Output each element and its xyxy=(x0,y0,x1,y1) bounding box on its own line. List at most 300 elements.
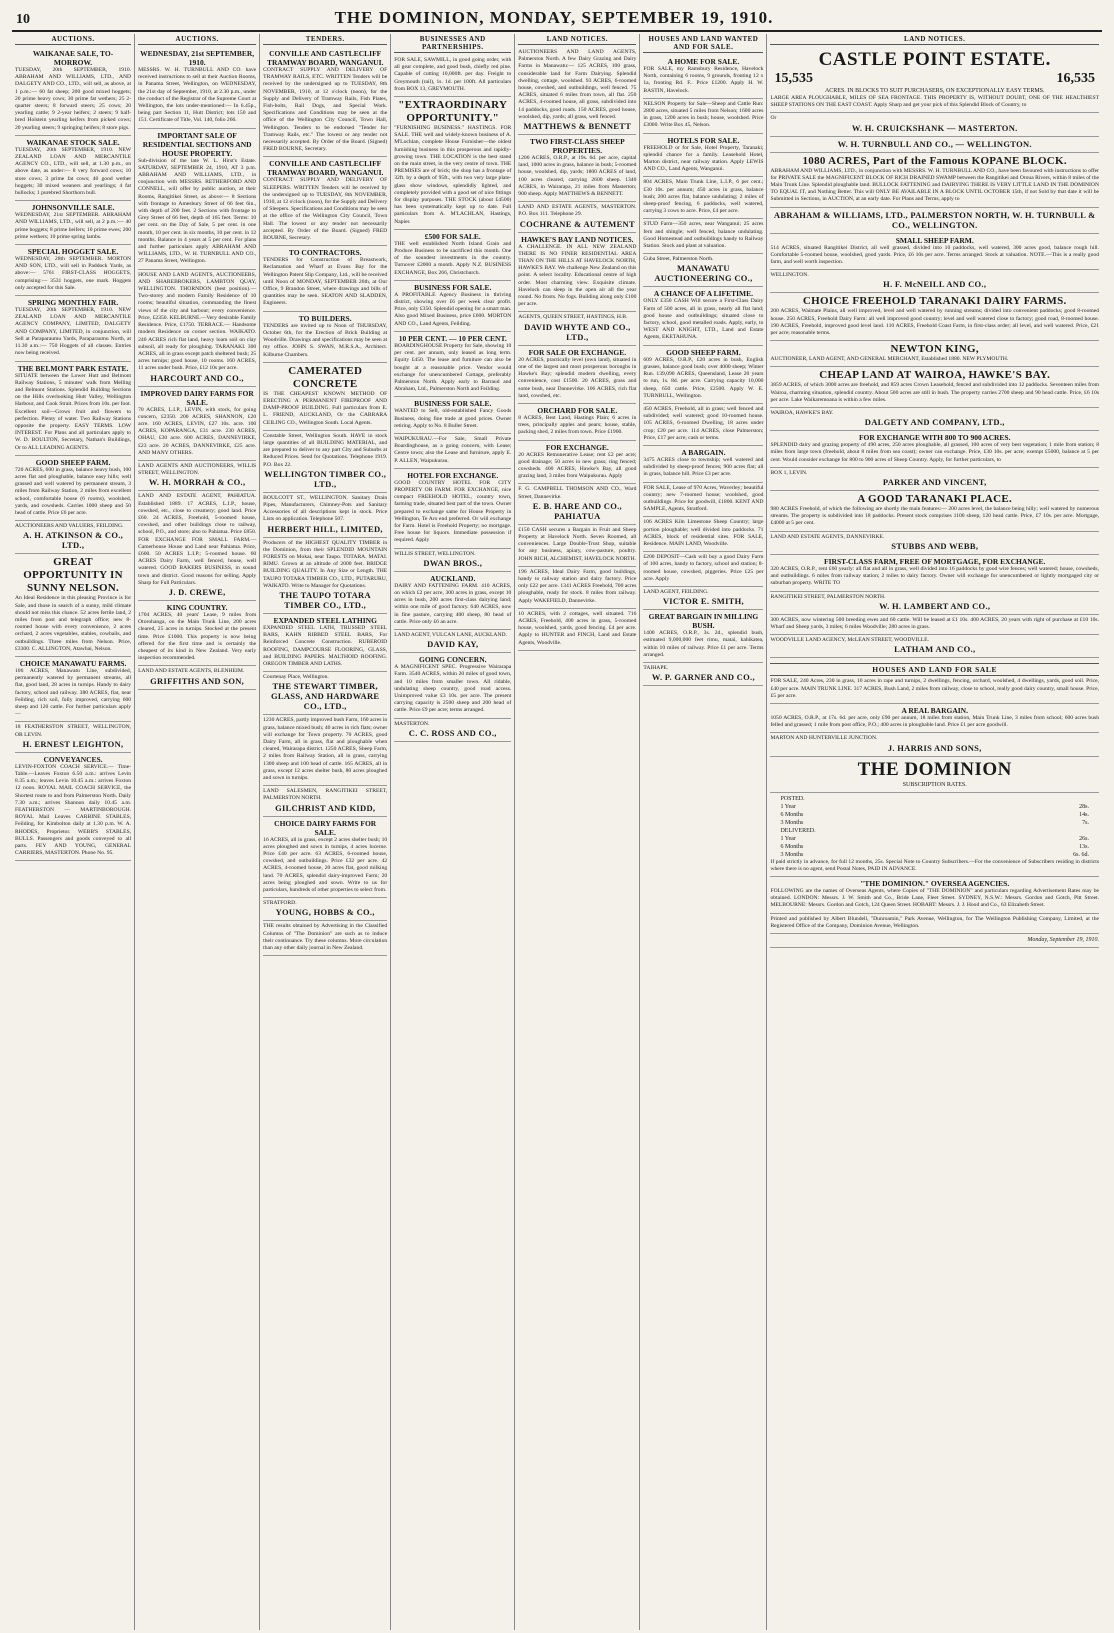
advertisement xyxy=(770,137,1099,153)
advertisement xyxy=(770,914,1099,934)
advertisement xyxy=(643,346,763,404)
advertiser-name: ABRAHAM & WILLIAMS, LTD., PALMERSTON NORTH, W. H. TURNBULL & CO., WELLINGTON. xyxy=(773,209,1096,230)
rate-row xyxy=(770,835,1099,843)
ad-title: HAWKE'S BAY LAND NOTICES. xyxy=(521,234,634,244)
advertisement xyxy=(15,722,131,752)
ad-body-text: 450 ACRES, Freehold, all in grass; well fenced and subdivided; well watered; good 10-roomed house. 105 ACRES, 6-roomed Dwelling, 18 acres under crop; £20 per acre. 114 ACRES, close Palmerston; Price, £17 per acre; cash or terms. xyxy=(643,405,764,441)
ad-body-text: 8 ACRES, Best Land, Hastings Plain; 6 acres in trees, principally apples and pears; house, stable, packing shed, 2 miles from town. Price £1900. xyxy=(518,414,637,436)
ad-body-text: LARGE AREA PLOUGHABLE, MILES OF SEA FRONTAGE. THIS PROPERTY IS, WITHOUT DOUBT, ONE OF THE HEALTHIEST SHEEP STATIONS ON THE EAST COAST. Apply Sharp and get your pick of this Splendid Block of Country, to xyxy=(770,95,1099,109)
acreage-left: 15,535 xyxy=(774,71,813,86)
ad-body-text: 20 ACRES, practically level (own land), situated in one of the largest and most prosperous boroughs in Hawke's Bay; splendid modern dwelling, every convenience, cost £1500. 20 ACRES, grass and some bush, near Dannevirke. 106 ACRES, rich flat land, cowshed, etc. xyxy=(518,356,637,399)
rate-value: 26s. xyxy=(1079,835,1089,842)
advertisement xyxy=(138,47,256,129)
advertisement xyxy=(770,341,1099,367)
advertisement xyxy=(15,201,131,245)
ad-body-text: £200 DEPOSIT—Cash will buy a good Dairy Farm of 100 acres, handy to factory, school and station; 8-roomed house, cowshed, piggeries. Price £25 per acre. Apply xyxy=(643,554,764,582)
ad-body-text: THE results obtained by Advertising in the Classified Columns of "The Dominion" are such as to induce their continuance. Try these columns. More circulation than any other daily journal in New Zealand. xyxy=(263,923,388,952)
advertiser-name: H. F. McNEILL AND CO., xyxy=(883,279,987,290)
ad-body-text: ABRAHAM AND WILLIAMS, LTD., in conjunction with MESSRS. W. H. TURNBULL AND CO., have been favoured with instructions to offer for PRIVATE SALE the MAGNIFICENT BLOCK OF RICH DRAINED SWAMP between the Rangitikei and Oroua Rivers, within 8 miles of the Main Trunk Line. Splendid ploughable land. BULLOCK FATTENING and DAIRYING THERE IS VERY LITTLE LAND IN THE DOMINION TO EQUAL IT, and Nothing Better. This will ONLY BE AVAILABLE IN A BLOCK UNTIL OCTOBER 15th, if not Sold by that date it will be Submitted in Sections, in AUCTION, at an early date. For Plans and Terms, apply to xyxy=(770,167,1099,203)
advertisement xyxy=(138,491,256,601)
ad-body-text: AGENTS, QUEEN STREET, HASTINGS, H.B. xyxy=(518,314,628,321)
ad-headline: CHEAP LAND AT WAIROA, HAWKE'S BAY. xyxy=(819,369,1051,382)
ad-body-text: WILLIS STREET, WELLINGTON. xyxy=(394,550,476,557)
ad-title: GOING CONCERN. xyxy=(418,655,487,665)
ad-title: BUSINESS FOR SALE. xyxy=(414,282,492,292)
ad-title: WEDNESDAY, 21st SEPTEMBER, 1910. xyxy=(140,49,255,67)
advertiser-name: STUBBS AND WEBB, xyxy=(891,540,979,551)
ad-body-text: SPLENDID dairy and grazing property of 490 acres, 250 acres ploughable, all grassed, 100 acres of very best vegetation; 1 mile from station; 8 miles from large town (freehold, about 8 miles from sea coast); owner can exchange. Price, £30 10s. per acre; exempt £5000, balance at 5 per cent. Would consider exchange for 800 to 900 acres of Sheep Country. Apply, for further particulars, to xyxy=(770,442,1099,463)
column-heading: HOUSES AND LAND WANTED AND FOR SALE. xyxy=(643,34,763,53)
ad-body-text: Producers of the HIGHEST QUALITY TIMBER in the Dominion, from their SPLENDID MOUNTAIN FORESTS on Mokai, near Taupo. TOTARA. MATAI. RIMU. Grown at an altitude of 2000 feet. BRIDGE BUILDING QUALITY. In Any Size or Length. THE TAUPO TOTARA TIMBER CO., LTD., PUTARURU, WAIKATO. Write to Manager for Quotations. xyxy=(263,539,388,589)
ad-body-text: Or xyxy=(770,115,777,122)
ad-body-text: "FURNISHING BUSINESS." HASTINGS. FOR SALE. THE well and widely-known business of A. M'Lochlan, complete House Furnisher—the oldest furnishing business in this prosperous and rapidly-growing town. THE LOCATION is the best stand on the main street, in the very centre of town. THE PREMISES are of brick; the shop has a frontage of 32ft. by a depth of 95ft., with two very large plate-glass show windows, splendidly lighted, and completely provided with a good set of nice fittings for display purposes. THE STOCK (about £4500) has been systematically kept up to date. Full particulars from A. M'LACHLAN, Hastings, Napier. xyxy=(394,125,512,225)
ad-title: GREAT BARGAIN IN MILLING BUSH. xyxy=(648,612,759,631)
rate-row xyxy=(770,851,1099,859)
advertisement xyxy=(770,934,1099,948)
column-heading: AUCTIONS. xyxy=(15,34,131,45)
advertiser-name: MATTHEWS & BENNETT xyxy=(523,121,632,132)
advertiser-name: W. H. TURNBULL AND CO., — WELLINGTON. xyxy=(837,138,1032,149)
advertisement xyxy=(394,97,511,230)
ad-title: "THE DOMINION." OVERSEA AGENCIES. xyxy=(860,878,1010,888)
column-7 xyxy=(767,34,1102,1630)
ad-body-text: 196 ACRES, Ideal Dairy Farm, good buildings, handy to railway station and dairy factory. Price only £22 per acre. 1341 ACRES Freehold, 700 acres ploughable, ready for stock. 8 miles from railway. Apply WAKEFIELD, Dannevirke. xyxy=(518,568,637,604)
advertisement xyxy=(15,521,131,554)
ad-title: BUSINESS FOR SALE. xyxy=(414,399,492,409)
advertisement xyxy=(138,461,256,491)
ad-title: CHOICE DAIRY FARMS FOR SALE. xyxy=(274,818,377,837)
advertisement xyxy=(263,493,387,538)
ad-body-text: LAND AGENTS AND AUCTIONEERS, WILLIS STREET, WELLINGTON. xyxy=(138,462,257,477)
advertisement xyxy=(263,431,387,493)
ad-body-text: AUCTIONEERS AND LAND AGENTS, Palmerston North. A few Dairy Grazing and Dairy Farms in Manawatu:— 125 ACRES, 100 grass, considerable land for Farm Dairying. Splendid dwelling, cottage, woolshed. 93 ACRES, 6-roomed house, cowshed, and outbuildings, well fenced. 75 ACRES, situated 6 miles from town, all flat. 250 ACRES, 4-roomed house, all grass, subdivided into 14 paddocks, good roads. 150 ACRES, good house, woolshed, dip, yards; all grass, well fenced. xyxy=(518,49,637,120)
advertisement xyxy=(770,532,1099,555)
ad-body-text: LAND AGENT, FEILDING. xyxy=(643,588,709,595)
column-6 xyxy=(640,34,767,1630)
advertisement xyxy=(394,572,511,630)
ad-body-text: F. G. CAMPBELL THOMSON AND CO., Ward Street, Dannevirke. xyxy=(518,486,637,500)
advertisement xyxy=(15,657,131,722)
rate-label: 3 Months xyxy=(780,819,804,826)
ad-body-text: 3859 ACRES, of which 3000 acres are freehold, and 859 acres Crown Leasehold, fenced and subdivided into 12 paddocks. Seventeen miles from Wairoa, charming situation, splendid country. About 500 acres are still in bush. The property carries 2700 sheep and 90 head cattle. Price, £6 10s per acre. Lake Waikaremoana is within a few miles. xyxy=(770,382,1099,403)
acreage-row xyxy=(770,71,1099,87)
ad-body-text: LAND AND ESTATE AGENTS, DANNEVIRKE. xyxy=(770,533,885,540)
ad-body-text: BOX 1, LEVIN. xyxy=(770,469,808,476)
ad-body-text: £150 CASH secures a Bargain in Fruit and Sheep Property at Havelock North. Seven Roomed, all conveniences. Large Double-Trust Shop, suitable for any business, apiary, cow-pasture, poultry. JOHN RICH, ALCHEMIST, HAVELOCK NORTH. xyxy=(518,526,637,562)
advertisement xyxy=(770,431,1099,468)
advertisement xyxy=(263,715,387,786)
ad-body-text: AUCTIONEERS AND VALUERS, FEILDING. xyxy=(15,523,124,530)
ad-body-text: MESSRS. W. H. TURNBULL AND CO. have received instructions to sell at their Auction Rooms, in Panama Street, Wellington, on WEDNESDAY, the 21st day of September, 1910, at 2.30 p.m., under the conduct of the Registrar of the Supreme Court at Wellington, the lots under-mentioned:— In 6.45p., being part Section 11, Hutt District; lots 150 and 151. Certificate of Title, Vol. 140, folio 266. xyxy=(138,67,257,124)
ad-title: A REAL BARGAIN. xyxy=(901,705,968,715)
advertiser-name: W. P. GARNER AND CO., xyxy=(651,672,755,683)
advertisement xyxy=(770,113,1099,136)
advertisement xyxy=(643,517,763,552)
advertiser-name: VICTOR E. SMITH, xyxy=(662,596,744,607)
advertisement xyxy=(643,99,763,134)
ad-headline-large: THE DOMINION xyxy=(857,758,1012,780)
ad-title: FOR EXCHANGE WITH 800 TO 900 ACRES. xyxy=(858,433,1011,443)
advertisement xyxy=(518,47,636,135)
ad-subheading: ACRES. IN BLOCKS TO SUIT PURCHASERS, ON EXCEPTIONALLY EASY TERMS. xyxy=(824,88,1045,94)
advertisement xyxy=(643,55,763,99)
advertisement xyxy=(394,230,511,281)
advertisement xyxy=(643,254,763,287)
advertisement xyxy=(394,281,511,332)
rate-label: 3 Months xyxy=(780,851,804,858)
column-1 xyxy=(12,34,135,1630)
advertisement xyxy=(394,397,511,434)
ad-title: SPRING MONTHLY FAIR. xyxy=(27,298,119,308)
advertisement xyxy=(394,469,511,549)
ad-body-text: EXPANDED STEEL LATH, TRUSSED STEEL BARS, KAHN RIBBED STEEL BARS, For Reinforced Concrete Construction. RUBEROID ROOFING, DAMPCOURSE FLOORING, GLASS, and BUILDING PAPERS. MALTHOID ROOFING. OREGON TIMBER AND LATHS. xyxy=(263,624,388,667)
acreage-right: 16,535 xyxy=(1056,71,1095,86)
rate-label: 1 Year xyxy=(780,803,796,810)
ad-title: GOOD SHEEP FARM. xyxy=(666,347,741,357)
ad-body-text: TAIHAPE. xyxy=(643,664,669,671)
advertisement xyxy=(394,630,511,653)
ad-body-text: IS THE CHEAPEST KNOWN METHOD OF ERECTING A PERMANENT FIREPROOF AND DAMP-PROOF BUILDING. Full particulars from E. L. FRIEND, AUCKLAND, Or the CARRARA CEILING CO., Wellington South. Local Agents. xyxy=(263,390,388,426)
ad-headline: GREAT OPPORTUNITY IN SUNNY NELSON. xyxy=(23,556,123,595)
advertisement xyxy=(138,601,256,666)
column-heading: LAND NOTICES. xyxy=(518,34,636,45)
ad-body-text: LAND AGENT, VULCAN LANE, AUCKLAND. xyxy=(394,631,507,638)
rate-row xyxy=(770,803,1099,811)
rate-row xyxy=(770,843,1099,851)
advertiser-name: DWAN BROS., xyxy=(423,557,483,568)
ad-body-text: 18 FEATHERSTON STREET, WELLINGTON, OR LEVIN. xyxy=(15,724,132,738)
ad-body-text: FOR SALE, 240 Acres, 230 in grass, 10 acres in rape and turnips, 2 dwellings, fencing, orchard, woolshed, 4 dwellings, yards, good soil. Price, £40 per acre. MAIN TRUNK LINE. 317 ACRES, Bush Land, 2 miles from railway, close to school, really good dairy country, small house. Price, £5 per acre. xyxy=(770,678,1099,699)
rate-label: 6 Months xyxy=(780,843,804,850)
advertiser-name: DALGETY AND COMPANY, LTD., xyxy=(864,417,1005,428)
advertisement xyxy=(138,270,256,387)
advertiser-name: J. HARRIS AND SONS, xyxy=(887,742,982,753)
ad-body-text: 720 ACRES, 600 in grass, balance heavy bush, 100 acres flat and ploughable, balance easy hills; well grassed and well watered by permanent stream, 3 miles from Railway Station, 2 miles from excellent school, comfortable house (6 rooms), woolshed, yards, and cowsheds. Carries 1000 sheep and 50 head of cattle. Price £6 per acre. xyxy=(15,466,132,516)
advertisement xyxy=(770,153,1099,208)
advertisement xyxy=(770,270,1099,293)
ad-headline: 1080 ACRES, Part of the Famous KOPANE BLOCK. xyxy=(802,154,1067,167)
advertisement xyxy=(518,567,636,609)
ad-body-text: WELLINGTON. xyxy=(770,272,809,279)
newspaper-title: THE DOMINION, MONDAY, SEPTEMBER 19, 1910. xyxy=(334,8,774,27)
ad-body-text: 804 ACRES, Main Trunk Line, L.I.P., 6 per cent.; £30 10s. per annum; 450 acres in grass, balance bush; 200 acres flat, balance undulating; 2 miles of sheep-proof fencing, 6 paddocks, well watered, carrying 3 cows to acre. Price, £4 per acre. xyxy=(643,179,764,215)
ad-body-text: 70 ACRES, L.I.P., LEVIN, with stock, for going concern, £2350. 200 ACRES, SHANNON, £20 acre. 160 ACRES, LEVIN, £27 10s. acre. 100 ACRES, KOPARANGA, £31 acre. 230 ACRES, OHAU, £30 acre. 600 ACRES, DANNEVIRKE, £23 acre. 20 ACRES, DANNEVIRKE, £25 acre. AND MANY OTHERS. xyxy=(138,406,257,456)
ad-title: CONVILLE AND CASTLECLIFF TRAMWAY BOARD, WANGANUI. xyxy=(266,159,384,178)
ad-body-text: Sub-division of the late W. L. Hirst's Estate. SATURDAY, SEPTEMBER 24, 1910, AT 3 p.m. ABRAHAM AND WILLIAMS, LTD., in conjunction with MESSRS. RETHERFORD AND CONNELL, will offer by public auction, at their Rooms, Rangitikei Street, as above:— 8 Sections with frontage to Amesbury Street of 66 feet 6in., with depth of 200 feet. 2 Sections with frontage to Grey Street of 66 feet, depth of 165 feet. Terms: 10 per cent. on the Day of Sale, 5 per cent. in one month, 10 per cent. in six months, 10 per cent. in 12 months. Balance in 4 years at 5 per cent. For plans and further particulars apply ABRAHAM AND WILLIAMS, LTD., W. H. TURNBULL AND CO., 27 Panama Street, Wellington. xyxy=(138,157,257,265)
ad-body-text: BOULCOTT ST., WELLINGTON. Sanitary Drain Pipes, Manufacturers, Chimney-Pots and Sanitary Accessories of all descriptions kept in stock. Price Lists on application. Telephone 507. xyxy=(263,494,388,523)
advertisement xyxy=(15,362,131,456)
ad-body-text: 300 ACRES, now wintering 500 breeding ewes and 60 cattle. Will be leased at £1 10s. 400 ACRES, 20 years with right of purchase at £10 10s. Wharf and Sheep yards, 3 miles; 6 miles Woodville; 280 acres in grass. xyxy=(770,616,1099,630)
advertisement xyxy=(643,177,763,219)
rate-row xyxy=(770,811,1099,819)
ad-title: HOTEL FOR EXCHANGE. xyxy=(407,470,499,480)
advertisement xyxy=(263,786,387,816)
ad-headline: A GOOD TARANAKI PLACE. xyxy=(857,493,1013,506)
rate-value: 14s. xyxy=(1079,811,1089,818)
column-heading: TENDERS. xyxy=(263,34,387,45)
advertisement xyxy=(643,587,763,610)
ad-body-text: 1230 ACRES, partly improved bush Farm, 160 acres in grass, balance mixed bush; 40 acres in rich flats; owner will exchange for Town property. 70 ACRES, good Dairy Farm, all in grass, flat and ploughable when cleared, Wairarapa district. 1250 ACRES, Sheep Farm, 2 miles from Railway Station, all in grass, carrying 1300 sheep and 100 head of cattle. 165 ACRES, all in grass, except 12 acres shelter bush, 80 acres ploughed and sown in turnips. xyxy=(263,717,388,782)
ad-title: IMPROVED DAIRY FARMS FOR SALE. xyxy=(140,388,254,407)
ad-body-text: 3475 ACRES close to township; well watered and subdivided by sheep-proof fences; 900 acres flat; all in grass, balance hill. Price £3 per acre. xyxy=(643,456,764,478)
ad-body-text: WAIPUKURAU.—For Sale, Small Private Boardinghouse, as a going concern, with Lease; Centre town; also the Lease and furniture, apply E. P. ALLEN, Waipukurau. xyxy=(394,435,512,464)
ad-body-text: 10 ACRES, with 2 cottages, well situated. 716 ACRES, Freehold, 400 acres in grass, 5-roomed house, woolshed, yards, good fencing. £4 per acre. Apply to HUNTER and FINCH, Land and Estate Agents, Woodville. xyxy=(518,610,637,646)
ad-body-text: MASTERTON. xyxy=(394,720,430,727)
advertiser-name: C. C. ROSS AND CO., xyxy=(408,727,497,738)
ad-subheading: SUBSCRIPTION RATES. xyxy=(902,781,967,788)
advertisement xyxy=(138,666,256,689)
rate-label: DELIVERED. xyxy=(780,827,816,834)
column-3 xyxy=(260,34,391,1630)
ad-body-text: TENDERS for Construction of Breastwork, Reclamation and Wharf at Evans Bay for the Wellington Patent Slip Company, Ltd., will be received until Noon of MONDAY, SEPTEMBER 26th, at Our Office, 9 Brandon Street, where drawings and bills of quantities may be seen. SEATON AND SLADDEN, Engineers. xyxy=(263,257,388,307)
advertisement xyxy=(643,134,763,178)
ad-body-text: Printed and published by Albert Blundell, "Dunroamin," Park Avenue, Wellington, for The Wellington Publishing Company, Limited, at the Registered Office of the Company, Dominion Avenue, Wellington. xyxy=(770,915,1099,929)
column-2 xyxy=(135,34,260,1630)
advertisement xyxy=(643,610,763,663)
advertisement xyxy=(770,733,1099,756)
ad-body-text: 16 ACRES, all in grass, except 2 acres shelter bush; 10 acres ploughed and sown in turnips, 4 acres lucerne. Price £40 per acre. 63 ACRES, 6-roomed house, cowshed, and outbuildings. Price £32 per acre. 42 ACRES, 4-roomed house, 20 acres flat, good milking land. 70 ACRES, splendid dairy-improved Farm; 20 acres being ploughed and sown. Write to us for particulars, hundreds of other properties to select from. xyxy=(263,836,388,894)
advertisement xyxy=(770,468,1099,491)
subscription-rates xyxy=(770,795,1099,859)
advertisement xyxy=(770,367,1099,408)
advertisement xyxy=(770,704,1099,733)
advertisement xyxy=(518,609,636,651)
advertisement xyxy=(15,296,131,361)
ad-headline: CHOICE FREEHOLD TARANAKI DAIRY FARMS. xyxy=(802,295,1067,308)
advertisement xyxy=(770,658,1099,704)
ad-body-text: FOR SALE, SAWMILL, in good going order, with all gear complete, and good bush, chiefly red pine. Capable of cutting 10,000ft. per day. Freight to Greymouth (rail), 1s. 1d. per 100ft. All particulars from BOX 13, GREYMOUTH. xyxy=(394,57,512,92)
ad-body-text: Cuba Street, Palmerston North. xyxy=(643,256,714,263)
advertiser-name: WELLINGTON TIMBER CO., LTD., xyxy=(264,468,387,489)
advertisement xyxy=(263,672,387,715)
ad-title: EXPANDED STEEL LATHING xyxy=(273,615,377,625)
ad-body-text: 106 ACRES, Manawatu Line, subdivided, permanently watered by permanent streams, all flat, good land, 28 acres in turnips. Handy to dairy factory, school and railway. 380 ACRES, flat, near Feilding, rich soil, fully improved, carrying 600 sheep and 120 cattle. For further particulars apply— xyxy=(15,667,132,718)
advertisement xyxy=(643,483,763,518)
ad-title: IMPORTANT SALE OF RESIDENTIAL SECTIONS AND HOUSE PROPERTY. xyxy=(142,130,252,158)
ad-body-text: FOR SALE, Lease of 970 Acres, Waverley; beautiful country; new 7-roomed house; woolshed, good outbuildings. Price for goodwill, £1800. KENT AND SAMPLE, Agents, Stratford. xyxy=(643,484,764,513)
advertisement xyxy=(263,817,387,899)
ad-headline: "EXTRAORDINARY OPPORTUNITY." xyxy=(398,99,508,125)
ad-title: CHOICE MANAWATU FARMS. xyxy=(19,658,127,668)
advertisement xyxy=(770,293,1099,341)
rate-label: 6 Months xyxy=(780,811,804,818)
ad-title: TO CONTRACTORS. xyxy=(288,248,362,258)
advertiser-name: J. D. CREWE, xyxy=(168,586,226,597)
publication-date: Monday, September 19, 1910. xyxy=(1027,936,1099,943)
advertisement xyxy=(518,312,636,345)
ad-title: FOR EXCHANGE. xyxy=(545,442,609,452)
advertisement xyxy=(643,552,763,587)
advertisement xyxy=(770,615,1099,635)
ad-body-text: WEDNESDAY, 21st SEPTEMBER. ABRAHAM AND WILLIAMS, LTD., will sell, at 2 p.m.:— 40 prime hoggets; 8 prime heifers; 10 prime ewes; 200 prime wethers; 10 prime spring lambs. xyxy=(15,212,132,240)
ad-title: £500 FOR SALE. xyxy=(424,231,481,241)
ad-title: TWO FIRST-CLASS SHEEP PROPERTIES. xyxy=(529,137,625,156)
advertiser-name: LATHAM AND CO., xyxy=(894,644,976,655)
advertisement xyxy=(770,793,1099,877)
ad-title: GOOD SHEEP FARM. xyxy=(35,457,111,467)
advertisement xyxy=(394,653,511,718)
rate-label: POSTED. xyxy=(780,795,805,802)
ad-body-text: FOLLOWING are the names of Overseas Agents, where Copies of "THE DOMINION" and particulars regarding Advertisement Rates may be obtained. LONDON: Messrs. J. W. Smith and Co., Bride Lane, Fleet Street. SYDNEY, N.S.W.: Messrs. Gordon and Gotch, Pitt Street. MELBOURNE: Messrs. Gordon and Gotch, 124 Queen Street. HOBART: Messrs. J. J. Hood and Co., 63 Elizabeth Street. xyxy=(770,887,1099,909)
ad-body-text: 320 ACRES, O.R.P., rent £60 yearly: all flat and all in grass, well divided into 16 paddocks by good wire fences; well watered; house, cowsheds, and outbuildings. 6 miles from railway station; 2 miles to dairy factory. Owner will exchange for unencumbered or lightly mortgaged city or suburban property. WRITE TO xyxy=(770,565,1099,587)
ad-title: 10 PER CENT. — 10 PER CENT. xyxy=(398,333,507,343)
ad-body-text: CONTRACT SUPPLY AND DELIVERY OF TRAMWAY RAILS, ETC. WRITTEN Tenders will be received by the undersigned up to TUESDAY, 8th NOVEMBER, 1910, at 12 o'clock (noon), for the Supply and Delivery of Tramway Rails, Fish Plates, Fish-bolts, Rail Dogs, and Special Work. Specifications and Conditions may be seen at the office of the Wellington City Council, Town Hall, Wellington. Tenders to be endorsed "Tender for Tramway Rails, etc." The lowest or any tender not necessarily accepted. By Order of the Board. (Signed) FRED BOURNE, Secretary. xyxy=(263,67,388,153)
ad-body-text: HOUSE AND LAND AGENTS, AUCTIONEERS, AND SHAREBROKERS, LAMBTON QUAY, WELLINGTON. THORNDON (best position).—Two-storey and modern Family Residence of 10 rooms; beautiful situation, commanding the finest views of the city and harbour; every convenience. Price, £2350. KELBURNE.—Very desirable Family Residence. Price, £1750. TERRACE.— Handsome modern Residence on corner section. WAIKATO. 240 ACRES rich flat land, heavy loam soil on clay subsoil, all ready for ploughing. TARANAKI. 300 ACRES, all in grass except patch sheltered bush; 25 acres turnips; good house, 10 rooms. 160 ACRES, 11 acres under bush. Price, £12 10s per acre. xyxy=(138,271,257,372)
advertisement xyxy=(263,614,387,672)
advertiser-name: DAVID KAY, xyxy=(427,639,479,650)
ad-body-text: A MAGNIFICENT SPEC. Progressive Wairarapa Farm. 3540 ACRES, within 20 miles of good town, and 10 miles from smaller town. All ridable, undulating sheep country, good road access. Unimproved value £3 10s. per acre. The present carrying capacity is 2500 sheep and 200 head of cattle. Price £9 per acre; terms arranged. xyxy=(394,664,512,714)
advertiser-name: E. B. HARE AND CO., PAHIATUA xyxy=(532,500,622,521)
advertisement xyxy=(518,404,636,441)
advertisement xyxy=(770,877,1099,914)
advertisement xyxy=(770,555,1099,592)
ad-body-text: 1400 ACRES, O.R.P., 3s. 2d., splendid bush, estimated 9,000,000 feet rimu, matai, kahikatea, within 10 miles of railway. Price £1 per acre. Terms arranged. xyxy=(643,630,764,658)
advertiser-name: DAVID WHYTE AND CO., LTD., xyxy=(524,321,631,342)
ad-headline-large: CASTLE POINT ESTATE. xyxy=(818,49,1051,70)
advertisement xyxy=(394,434,511,469)
advertiser-name: H. ERNEST LEIGHTON, xyxy=(22,738,124,749)
advertiser-name: W. H. CRUICKSHANK — MASTERTON. xyxy=(851,122,1018,133)
rate-label: 1 Year xyxy=(780,835,796,842)
ad-headline: NEWTON KING, xyxy=(890,343,979,356)
advertisement xyxy=(263,921,387,956)
ad-body-text: TUESDAY, 20th SEPTEMBER, 1910. ABRAHAM AND WILLIAMS, LTD., AND DALGETY AND CO., LTD., will sell, as above, at 1 p.m.:— 60 fat sheep; 200 good mixed hoggets; 20 prime heavy cows; 30 prime fat wethers; 25 2-quarter steers; 8 forward steers; 25 cows; 20 yearling cattle; 9 2-year heifers; 2 steers; 9 half-bred Holstein yearling heifers from picked cows; 20 yearling steers; 9 springing heifers; 8 store pigs. xyxy=(15,67,132,131)
advertisement xyxy=(263,538,387,614)
advertisement xyxy=(770,47,1099,113)
ad-headline: CAMERATED CONCRETE xyxy=(288,364,363,390)
ad-body-text: FOR SALE, my Ramsbury Residence, Havelock North, containing 6 rooms, 9 grounds, fronting 12 x 1a, fronting Rd. F.. Price £1200. Apply H. W. BASTIN, Havelock. xyxy=(643,66,764,94)
ad-body-text: A CHALLENGE. IN ALL NEW ZEALAND THERE IS NO FINER RESIDENTIAL AREA THAN ON THE HILLS AT HAVELOCK NORTH, HAWKE'S BAY. We challenge New Zealand on this point. A select locality. Educational centre of high order. Most charming view. Exquisite climate. Havelock can sleep in the open air all the year round. No frosts. No fogs. Building along only £100 per acre. xyxy=(518,243,637,308)
advertisement xyxy=(518,346,636,404)
advertisement xyxy=(518,202,636,232)
columns-grid xyxy=(12,34,1102,1630)
advertiser-name: COCHRANE & AUTEMENT xyxy=(519,218,635,229)
ad-title: THE BELMONT PARK ESTATE. xyxy=(17,363,129,373)
ad-body-text: 980 ACRES Freehold, of which the following are shortly the main features:— 200 acres level, the balance being hilly; well watered by numerous streams. The property is subdivided into 18 paddocks. Present stock comprises 1100 sheep, 120 head cattle. Price, £7 10s. per acre. Mortgage, £4000 at 5 per cent. xyxy=(770,506,1099,527)
ad-body-text: WOODVILLE LAND AGENCY, McLEAN STREET, WOODVILLE. xyxy=(770,637,929,644)
ad-body-text: 1200 ACRES, O.R.P., at 19s. 6d. per acre, capital land, 1000 acres in grass, balance in bush; 5-roomed house, woolshed, dip, yards; 1800 ACRES of land, 100 acres cleared, carrying 2600 sheep. 1340 ACRES, in Wairarapa, 21 miles from Masterton; 900 sheep. Apply MATTHEWS & BENNETT. xyxy=(518,155,637,198)
ad-title: CONVILLE AND CASTLECLIFF TRAMWAY BOARD, WANGANUI. xyxy=(266,49,384,67)
masthead xyxy=(12,6,1102,32)
advertisement xyxy=(518,484,636,524)
section-heading: HOUSES AND LAND FOR SALE xyxy=(770,663,1099,676)
advertisement xyxy=(394,549,511,572)
advertisement xyxy=(770,208,1099,234)
advertisement xyxy=(15,554,131,657)
advertisement xyxy=(643,446,763,483)
rate-row xyxy=(770,819,1099,827)
ad-body-text: A PROFITABLE Agency Business in thriving district, showing over £6 per week clear profit. Price, only £350. Splendid opening for a smart man. Also good Mixed Business, price £600. MORTON AND CO., Land Agents, Feilding. xyxy=(394,291,512,327)
ad-body-text: STRATFORD. xyxy=(263,900,297,907)
ad-body-text: SITUATE between the Lower Hutt and Belmont Railway Stations, 5 minutes' walk from Melling and Belmont Stations. Splendid Building Sections on the Hills overlooking Hutt Valley, Wellington Harbour, and Cook Strait. Prices from 10s. per foot. Excellent soil—Grows fruit and flowers to perfection. Plenty of water. Two Railway Stations opposite the property. EASY TERMS. LOW INTEREST. For Plans and all particulars apply to W. D. BOULTON, Secretary, Nathan's Buildings, Or to ALL LEADING AGENTS. xyxy=(15,372,132,451)
advertiser-name: HARCOURT AND CO., xyxy=(150,372,244,383)
ad-title: FIRST-CLASS FARM, FREE OF MORTGAGE, FOR EXCHANGE. xyxy=(824,556,1046,566)
column-5 xyxy=(515,34,640,1630)
ad-body-text: WANTED to Sell, old-established Fancy Goods Business, doing fine trade at good prices. Owner retiring. Apply to No. 8 Buller Street. xyxy=(394,408,512,429)
ad-title: HOTELS FOR SALE. xyxy=(667,135,740,145)
advertiser-name: W. H. LAMBERT AND CO., xyxy=(879,600,991,611)
advertisement xyxy=(15,47,131,136)
ad-body-text: If paid strictly in advance, for full 12 months, 25s. Special Note to Country Subscribers.—For the convenience of Subscribers residing in districts where there is no agent, send Postal Notes, PAID IN ADVANCE. xyxy=(770,858,1099,872)
ad-body-text: 609 ACRES, O.R.P., £20 acres in bush, English grasses, balance good bush; over 4000 sheep; Winter Run. 139,090 ACRES, Queensland, Lease 20 years to run, 1s. 8d. per acre. Carrying capacity 10,000 sheep, 650 cattle. Price, £2500. Apply W. E. TURNBULL, Wellington. xyxy=(643,356,764,399)
ad-title: A HOME FOR SALE. xyxy=(667,57,740,66)
ad-body-text: NELSON Property for Sale—Sheep and Cattle Run: 2800 acres, situated 5 miles from Nelson; 1600 acres in grass, 1200 acres in bush; house, woolshed. Price £3000. Write Box 45, Nelson. xyxy=(643,100,764,129)
advertisement xyxy=(643,663,763,686)
advertisement xyxy=(770,234,1099,271)
rate-value: 13s. xyxy=(1079,843,1089,850)
advertisement xyxy=(770,408,1099,431)
ad-body-text: LAND SALESMEN, RANGITIKEI STREET, PALMERSTON NORTH. xyxy=(263,788,388,802)
ad-body-text: LEVIN-FOXTON COACH SERVICE.— Time-Table.—Leaves Foxton 6.50 a.m.: arrives Levin 8.35 a.m.; leaves Levin 10.45 a.m.: arrives Foxton 12 noon. ROYAL MAIL COACH SERVICE, the Shortest route to and from Palmerston North. Daily 7.30 a.m.; arrives Shannon daily 10.45 a.m. FEATHERSTON — MARTINBOROUGH. ROYAL Mail Leaves CARBINE STABLES, Feilding, for Kimbolton daily at 1.30 p.m. W. A. RHODES, Proprietor. WEBB'S STABLES, BULLS. Passengers and goods conveyed to all parts. FEY AND YOUNG, GENERAL CARRIERS, MASTERTON. Phone No. 95. xyxy=(15,763,132,857)
ad-body-text: 1050 ACRES, O.R.P., at 17s. 6d. per acre, only £90 per annum, 18 miles from station, Main Trunk Line, 3 miles from school; 600 acres bush felled and grassed; 1 mile from post office, P.O.; 400 acres in ploughable land. Price £1 per acre goodwill. xyxy=(770,714,1099,729)
ad-title: WAIKANAE SALE, TO-MORROW. xyxy=(32,49,114,67)
ad-body-text: TENDERS are invited up to Noon of THURSDAY, October 6th, for the Erection of Brick Building at Woodville. Drawings and specifications may be seen at my office. JOHN S. SWAN, M.R.S.A., Architect. Kilburne Chambers. xyxy=(263,322,388,358)
ad-title: TO BUILDERS. xyxy=(298,313,352,323)
ad-body-text: MARTON AND HUNTERVILLE JUNCTION. xyxy=(770,735,878,742)
advertiser-name: A. H. ATKINSON & CO., LTD., xyxy=(22,530,124,551)
ad-title: ORCHARD FOR SALE. xyxy=(537,405,618,415)
ad-body-text: THE well established North Island Grain and Produce Business to be sacrificed this month. One of the soundest investments in the country. Turnover £2000 a month. Apply N.Z. BUSINESS EXCHANGE, Box 266, Christchurch. xyxy=(394,240,512,276)
advertisement xyxy=(15,753,131,862)
ad-body-text: WEDNESDAY, 28th SEPTEMBER. MORTON AND SON, LTD., will sell in Paddock Yards, as above:— 5761 FIRST-CLASS HOGGETS, comprising:— 3531 hoggets, one mark. Hoggets only accepted for this Sale. xyxy=(15,256,132,291)
advertisement xyxy=(263,898,387,921)
advertiser-name: PARKER AND VINCENT, xyxy=(882,477,987,488)
ad-body-text: RANGITIKEI STREET, PALMERSTON NORTH. xyxy=(770,593,886,600)
advertiser-name: GILCHRIST AND KIDD, xyxy=(275,802,376,813)
ad-title: CONVEYANCES. xyxy=(43,754,103,764)
advertisement xyxy=(263,363,387,431)
advertisement xyxy=(770,491,1099,532)
ad-title: SPECIAL HOGGET SALE. xyxy=(27,247,119,257)
ad-body-text: 200 ACRES, Waimate Plains, all well improved, level and well watered by running streams; divided into convenient paddocks; good 8-roomed house. 250 ACRES, Freehold Dairy Farm: all well improved good country; level and well watered close to factory; good road, 8-roomed house. 190 ACRES, Freehold, improved good level land. 110 ACRES, Freehold Coast Farm, in first-class order; all level, and well watered. Price, £21 per acre; reasonable terms. xyxy=(770,308,1099,337)
column-4 xyxy=(391,34,515,1630)
advertisement xyxy=(15,136,131,201)
ad-body-text: Constable Street, Wellington South. HAVE in stock large quantities of all BUILDING MATERIAL, and are prepared to deliver to any part City and Suburbs at Reduced Prices. Send for Quotations. Telephone 1919. P.O. Box 22. xyxy=(263,432,388,468)
rate-value: 6s. 6d. xyxy=(1073,851,1089,858)
ad-title: A CHANCE OF A LIFETIME. xyxy=(653,289,753,299)
advertisement xyxy=(643,287,763,345)
advertisement xyxy=(770,757,1099,793)
advertisement xyxy=(15,456,131,521)
ad-body-text: DAIRY AND FATTENING FARM. 410 ACRES, on which £2 per acre, 300 acres in grass, except 10 acres in bush, 200 acres first-class dairying land; within one mile of good factory. 640 ACRES, now in fine pasture, carrying 400 sheep, 80 head of cattle. Price only £6 an acre. xyxy=(394,582,512,625)
rate-row xyxy=(770,827,1099,835)
advertisement xyxy=(643,404,763,446)
column-heading: BUSINESSES AND PARTNERSHIPS. xyxy=(394,34,511,53)
advertisement xyxy=(15,245,131,296)
ad-title: A BARGAIN. xyxy=(681,447,726,457)
ad-body-text: 106 ACRES Kiln Limestone Sheep Country; large portion ploughable; well divided into paddocks. 71 ACRES, block of residential sites. FOR SALE, Residence. MAIN LAND, Woodville. xyxy=(643,519,764,547)
page-number: 10 xyxy=(16,12,30,27)
advertisement xyxy=(770,592,1099,615)
ad-body-text: TUESDAY, 20th SEPTEMBER, 1910. NEW ZEALAND LOAN AND MERCANTILE AGENCY CO., LTD., will sell, at 1.30 p.m., on above date, as under:— 8 very forward cows; 10 store cows; 3 prime fat cows; 40 good wether hoggets; 30 mixed weaners and yearlings; 4 fat bullocks; 1 purebred Shorthorn bull. xyxy=(15,146,132,197)
rate-value: 28s. xyxy=(1079,803,1089,810)
ad-body-text: BOARDINGHOUSE Property for Sale, showing 10 per cent. per annum, only leased as long term. Equity £450. The lease and furniture can also be bought at a reasonable price. Vendor would exchange for unencumbered Cottage, preferably Palmerston North. Apply early to Barraud and Abraham, Ltd., Palmerston North and Feilding. xyxy=(394,342,512,393)
advertisement xyxy=(263,47,387,157)
ad-title: FOR SALE OR EXCHANGE. xyxy=(528,347,627,357)
advertisement xyxy=(263,157,387,246)
ad-body-text: LAND AND ESTATE AGENTS, BLENHEIM. xyxy=(138,668,245,675)
advertisement xyxy=(394,719,511,742)
column-heading: LAND NOTICES. xyxy=(770,34,1099,45)
column-heading: AUCTIONS. xyxy=(138,34,256,45)
ad-body-text: WAIROA, HAWKE'S BAY. xyxy=(770,410,834,417)
advertiser-name: THE STEWART TIMBER, GLASS, AND HARDWARE CO., LTD., xyxy=(270,681,380,712)
advertiser-name: W. H. MORRAH & CO., xyxy=(148,477,246,488)
advertiser-name: HERBERT HILL, LIMITED, xyxy=(267,523,383,534)
advertisement xyxy=(263,312,387,363)
ad-body-text: STUD Farm—350 acres, near Wanganui; 25 acres fern and shingle; well fenced, balance undulating. Good Homestead and outbuildings handy to Railway Station. Stock and plant at valuation. xyxy=(643,221,764,250)
advertisement xyxy=(770,635,1099,658)
